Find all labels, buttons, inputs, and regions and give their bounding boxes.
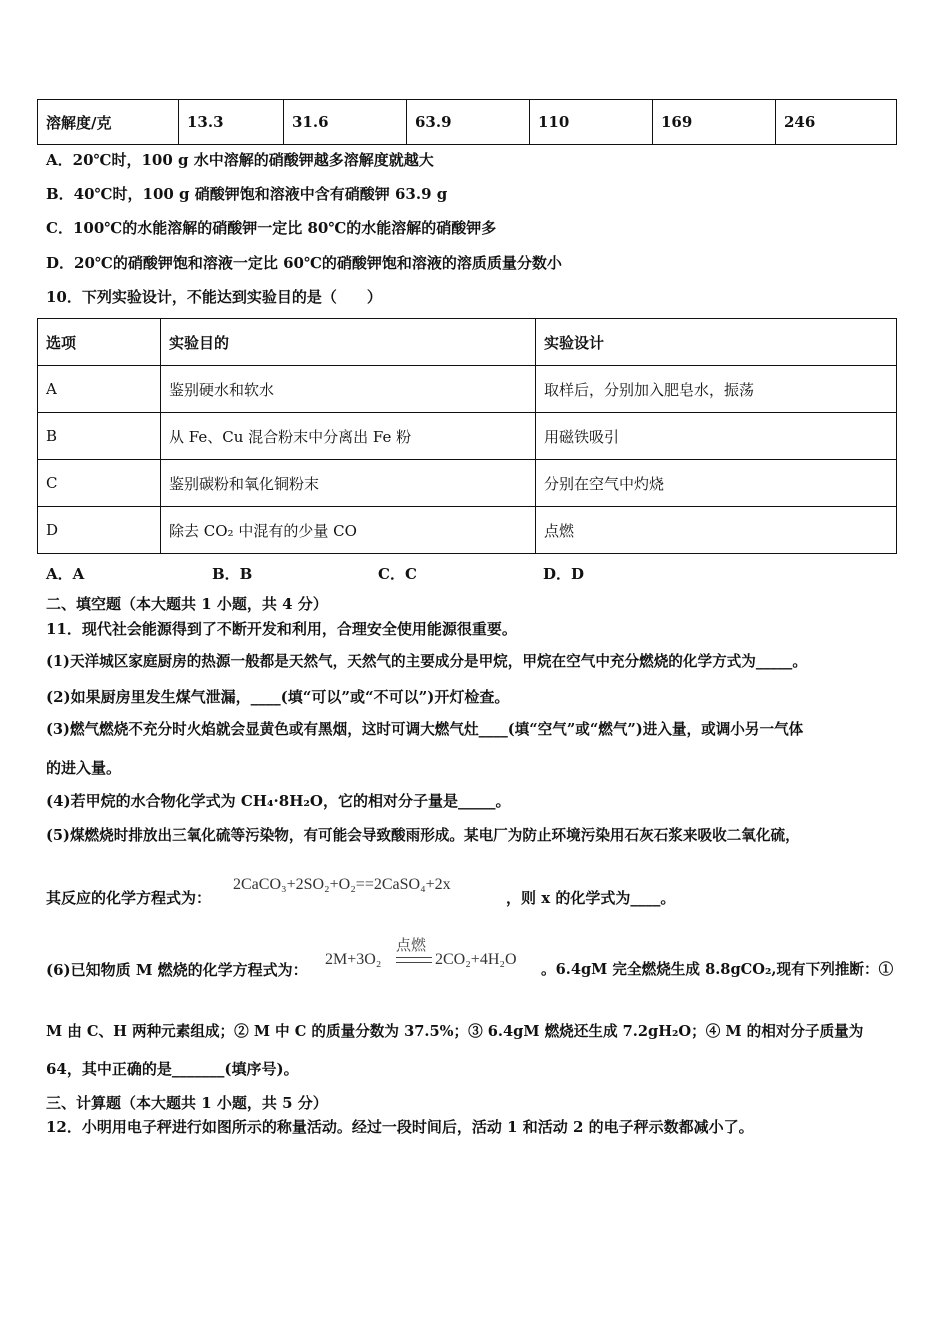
table-cell: B: [38, 413, 161, 460]
table-row: [38, 100, 897, 145]
table-header: 实验设计: [536, 319, 897, 366]
q11-part-3: (3)燃气燃烧不充分时火焰就会显黄色或有黑烟，这时可调大燃气灶____(填“空气”或“燃气”)进入量，或调小另一气体: [46, 721, 804, 738]
table-cell: 除去 CO₂ 中混有的少量 CO: [161, 507, 536, 554]
table-cell: C: [38, 460, 161, 507]
q9-option-a: A．20℃时，100 g 水中溶解的硝酸钾越多溶解度就越大: [46, 151, 434, 169]
q11-part-5-suffix: ，则 x 的化学式为____。: [506, 889, 676, 907]
table-cell: 246: [776, 100, 897, 145]
table-cell: 取样后，分别加入肥皂水，振荡: [536, 366, 897, 413]
experiment-table: [37, 318, 897, 554]
equals-sign-icon: [396, 957, 432, 963]
q11-part-5: (5)煤燃烧时排放出三氧化硫等污染物，有可能会导致酸雨形成。某电厂为防止环境污染用石灰石浆来吸收二氧化硫，: [46, 827, 800, 844]
section-2-title: 二、填空题（本大题共 1 小题，共 4 分）: [46, 595, 328, 613]
table-cell: 溶解度/克: [38, 100, 179, 145]
q9-option-d: D．20℃的硝酸钾饱和溶液一定比 60℃的硝酸钾饱和溶液的溶质质量分数小: [46, 254, 562, 272]
q11-part-6-suffix: 。6.4gM 完全燃烧生成 8.8gCO₂,现有下列推断：①: [541, 961, 894, 978]
table-row: [38, 460, 897, 507]
solubility-table: [37, 99, 897, 145]
table-cell: A: [38, 366, 161, 413]
table-cell: 用磁铁吸引: [536, 413, 897, 460]
table-header: 选项: [38, 319, 161, 366]
q11-part-1: (1)天洋城区家庭厨房的热源一般都是天然气，天然气的主要成分是甲烷，甲烷在空气中充分燃烧的化学方式为_____。: [46, 653, 807, 670]
table-cell: 从 Fe、Cu 混合粉末中分离出 Fe 粉: [161, 413, 536, 460]
table-cell: 110: [530, 100, 653, 145]
q11-part-6-line2: M 由 C、H 两种元素组成；② M 中 C 的质量分数为 37.5%；③ 6.4gM 燃烧还生成 7.2gH₂O；④ M 的相对分子质量为: [46, 1023, 864, 1040]
q11-part-2: (2)如果厨房里发生煤气泄漏，____(填“可以”或“不可以”)开灯检查。: [46, 688, 510, 706]
q10-option-d: D．D: [543, 565, 585, 583]
table-row: [38, 366, 897, 413]
table-row: [38, 413, 897, 460]
q11-part-6-prefix: (6)已知物质 M 燃烧的化学方程式为：: [46, 961, 308, 979]
q12-stem: 12．小明用电子秤进行如图所示的称量活动。经过一段时间后，活动 1 和活动 2 的电子秤示数都减小了。: [46, 1118, 754, 1136]
table-header: 实验目的: [161, 319, 536, 366]
q11-stem: 11．现代社会能源得到了不断开发和利用，合理安全使用能源很重要。: [46, 620, 517, 638]
table-cell: 点燃: [536, 507, 897, 554]
q11-part-3-cont: 的进入量。: [46, 759, 122, 777]
table-header-row: [38, 319, 897, 366]
q11-part-6-right: 2CO₂+4H₂O: [435, 951, 517, 968]
q11-part-6-line3: 64，其中正确的是_______(填序号)。: [46, 1060, 299, 1078]
q10-option-a: A．A: [46, 565, 85, 583]
q11-part-5-prefix: 其反应的化学方程式为：: [46, 889, 212, 907]
table-cell: 169: [653, 100, 776, 145]
q9-option-b: B．40℃时，100 g 硝酸钾饱和溶液中含有硝酸钾 63.9 g: [46, 185, 448, 203]
table-cell: D: [38, 507, 161, 554]
q9-option-c: C．100℃的水能溶解的硝酸钾一定比 80℃的水能溶解的硝酸钾多: [46, 219, 497, 237]
q10-stem: 10．下列实验设计，不能达到实验目的是（ ）: [46, 288, 382, 306]
q11-part-6-left: 2M+3O₂: [325, 951, 382, 968]
table-cell: 31.6: [284, 100, 407, 145]
q10-option-b: B．B: [212, 565, 253, 583]
table-cell: 13.3: [179, 100, 284, 145]
table-cell: 分别在空气中灼烧: [536, 460, 897, 507]
table-cell: 鉴别硬水和软水: [161, 366, 536, 413]
section-3-title: 三、计算题（本大题共 1 小题，共 5 分）: [46, 1094, 328, 1112]
q11-part-5-equation: 2CaCO₃+2SO₂+O₂==2CaSO₄+2x: [233, 876, 451, 893]
table-cell: 鉴别碳粉和氧化铜粉末: [161, 460, 536, 507]
q11-part-6-condition: 点燃: [396, 936, 427, 954]
q11-part-4: (4)若甲烷的水合物化学式为 CH₄·8H₂O，它的相对分子量是_____。: [46, 792, 511, 810]
q10-option-c: C．C: [378, 565, 417, 583]
table-row: [38, 507, 897, 554]
table-cell: 63.9: [407, 100, 530, 145]
